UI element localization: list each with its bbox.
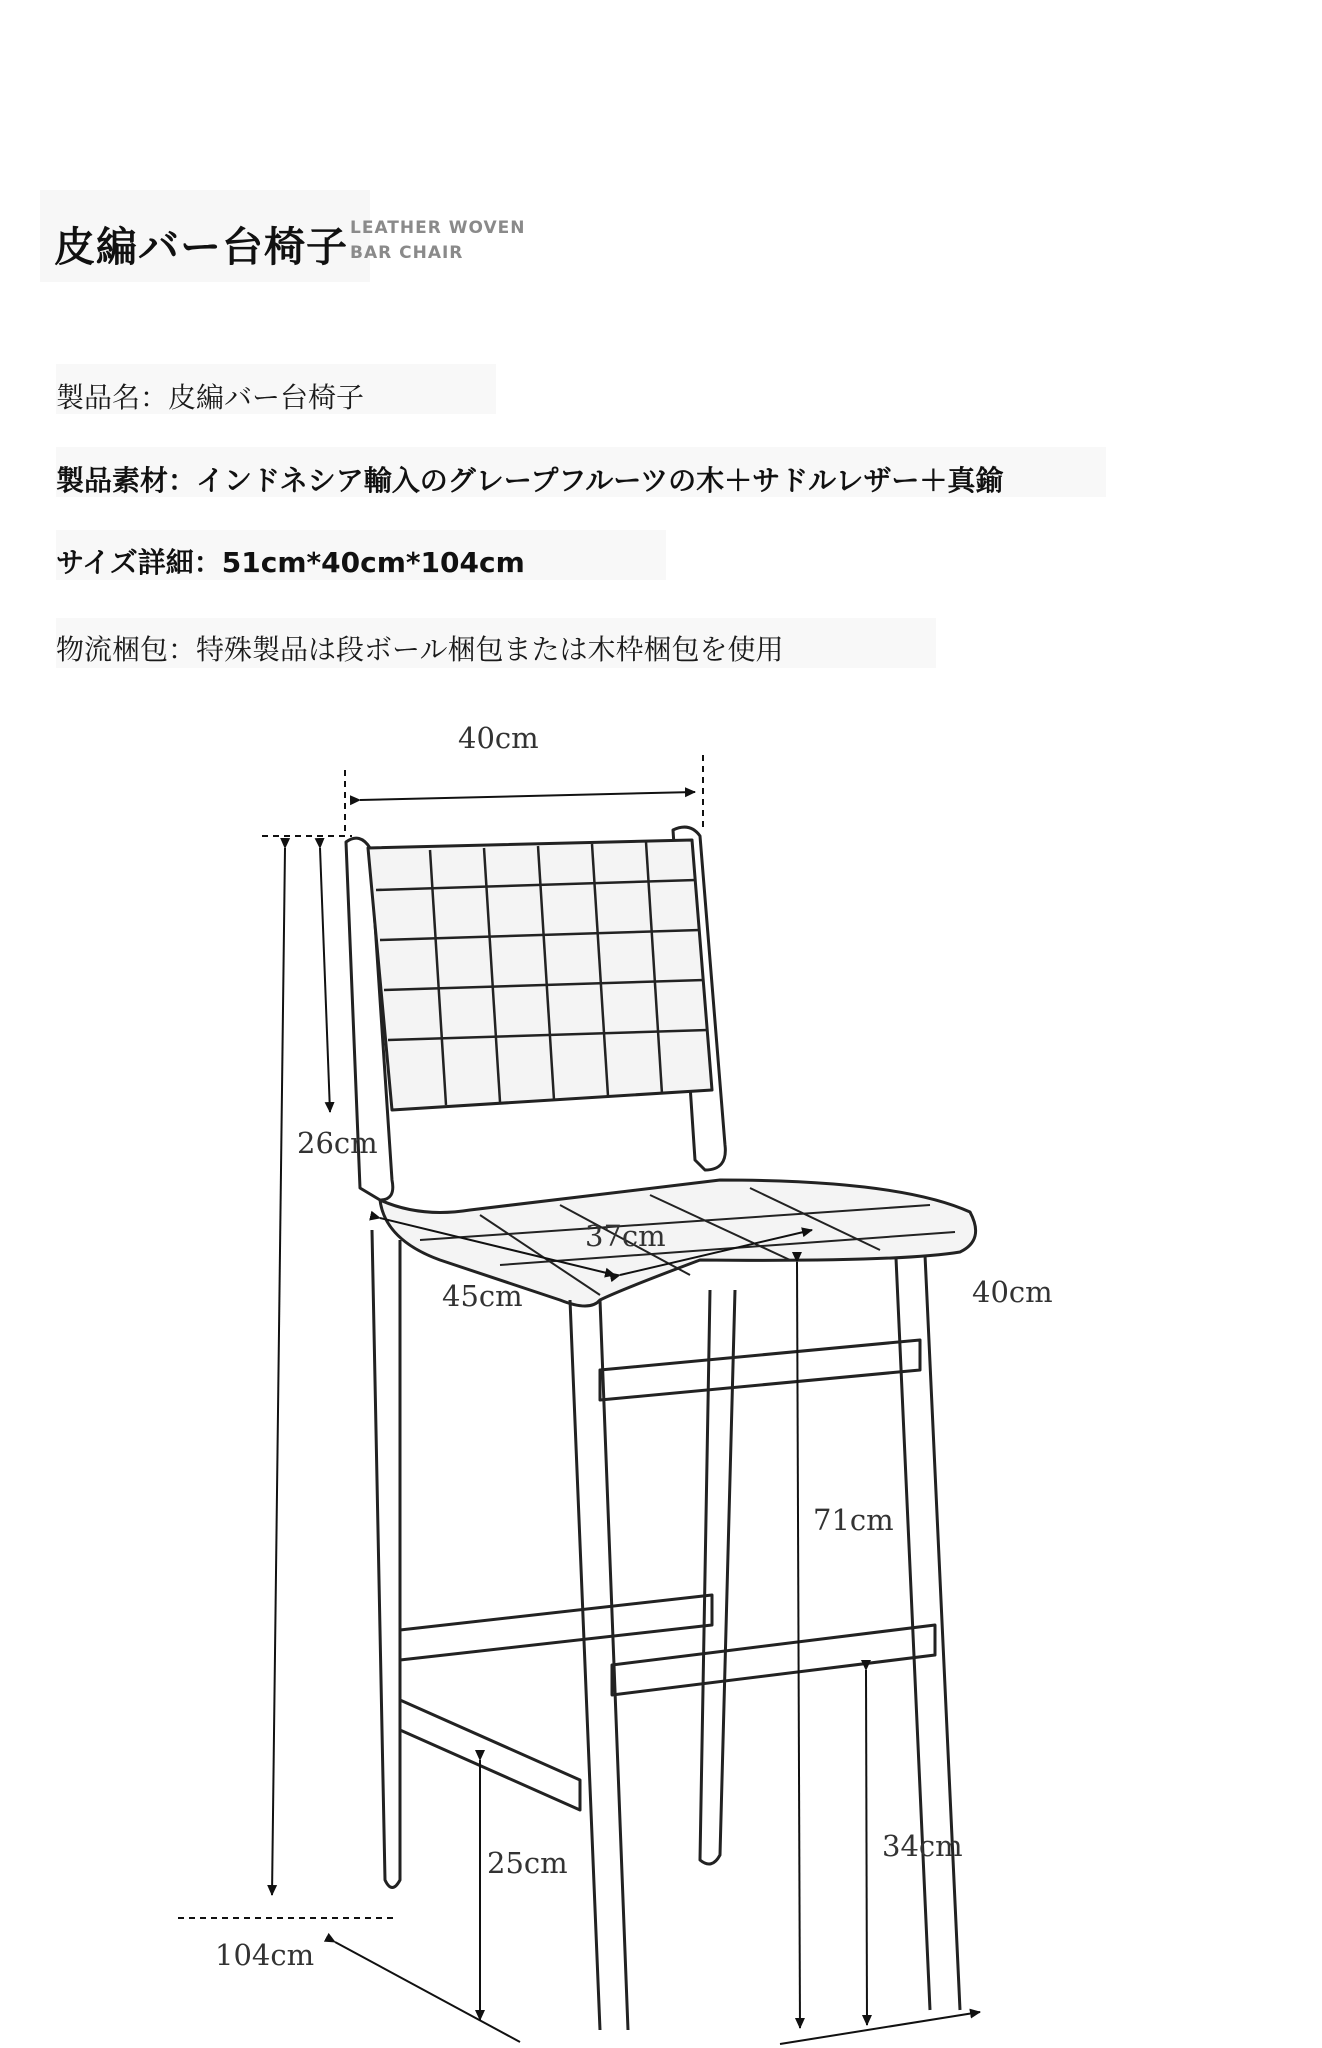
dim-seat-width: 37cm bbox=[585, 1219, 666, 1253]
subtitle-line-1: LEATHER WOVEN bbox=[350, 218, 526, 238]
dim-seat-side: 40cm bbox=[972, 1275, 1053, 1309]
subtitle-line-2: BAR CHAIR bbox=[350, 243, 464, 263]
dim-front-rail: 25cm bbox=[487, 1846, 568, 1880]
arrow-back-height bbox=[320, 848, 330, 1112]
spec-size: サイズ詳細：51cm*40cm*104cm bbox=[56, 546, 525, 579]
arrow-total-height bbox=[272, 848, 285, 1895]
side-stretcher bbox=[400, 1595, 712, 1660]
spec-material: 製品素材：インドネシア輸入のグレープフルーツの木＋サドルレザー＋真鍮 bbox=[56, 464, 1004, 497]
dim-seat-depth: 45cm bbox=[442, 1279, 523, 1313]
arrow-back-rail bbox=[866, 1670, 867, 2025]
dim-back-height: 26cm bbox=[297, 1126, 378, 1160]
spec-packaging: 物流梱包：特殊製品は段ボール梱包または木枠梱包を使用 bbox=[56, 633, 784, 666]
lower-stretcher bbox=[612, 1625, 935, 1695]
front-left-leg bbox=[372, 1230, 400, 1888]
dim-seat-height: 71cm bbox=[813, 1503, 894, 1537]
dim-back-rail: 34cm bbox=[882, 1829, 963, 1863]
page-title: 皮編バー台椅子 bbox=[54, 223, 348, 271]
arrow-base-width bbox=[780, 2012, 980, 2044]
upper-stretcher bbox=[600, 1340, 920, 1400]
back-right-leg bbox=[896, 1255, 960, 2010]
dim-total-height: 104cm bbox=[215, 1938, 315, 1972]
arrow-base-depth bbox=[335, 1942, 520, 2042]
front-side-stretcher bbox=[400, 1700, 580, 1810]
arrow-seat-height bbox=[797, 1262, 800, 2028]
back-inner-leg bbox=[700, 1290, 735, 1864]
spec-product-name: 製品名：皮編バー台椅子 bbox=[56, 381, 365, 414]
dim-top-width: 40cm bbox=[458, 721, 539, 755]
arrow-top-width bbox=[360, 792, 695, 800]
